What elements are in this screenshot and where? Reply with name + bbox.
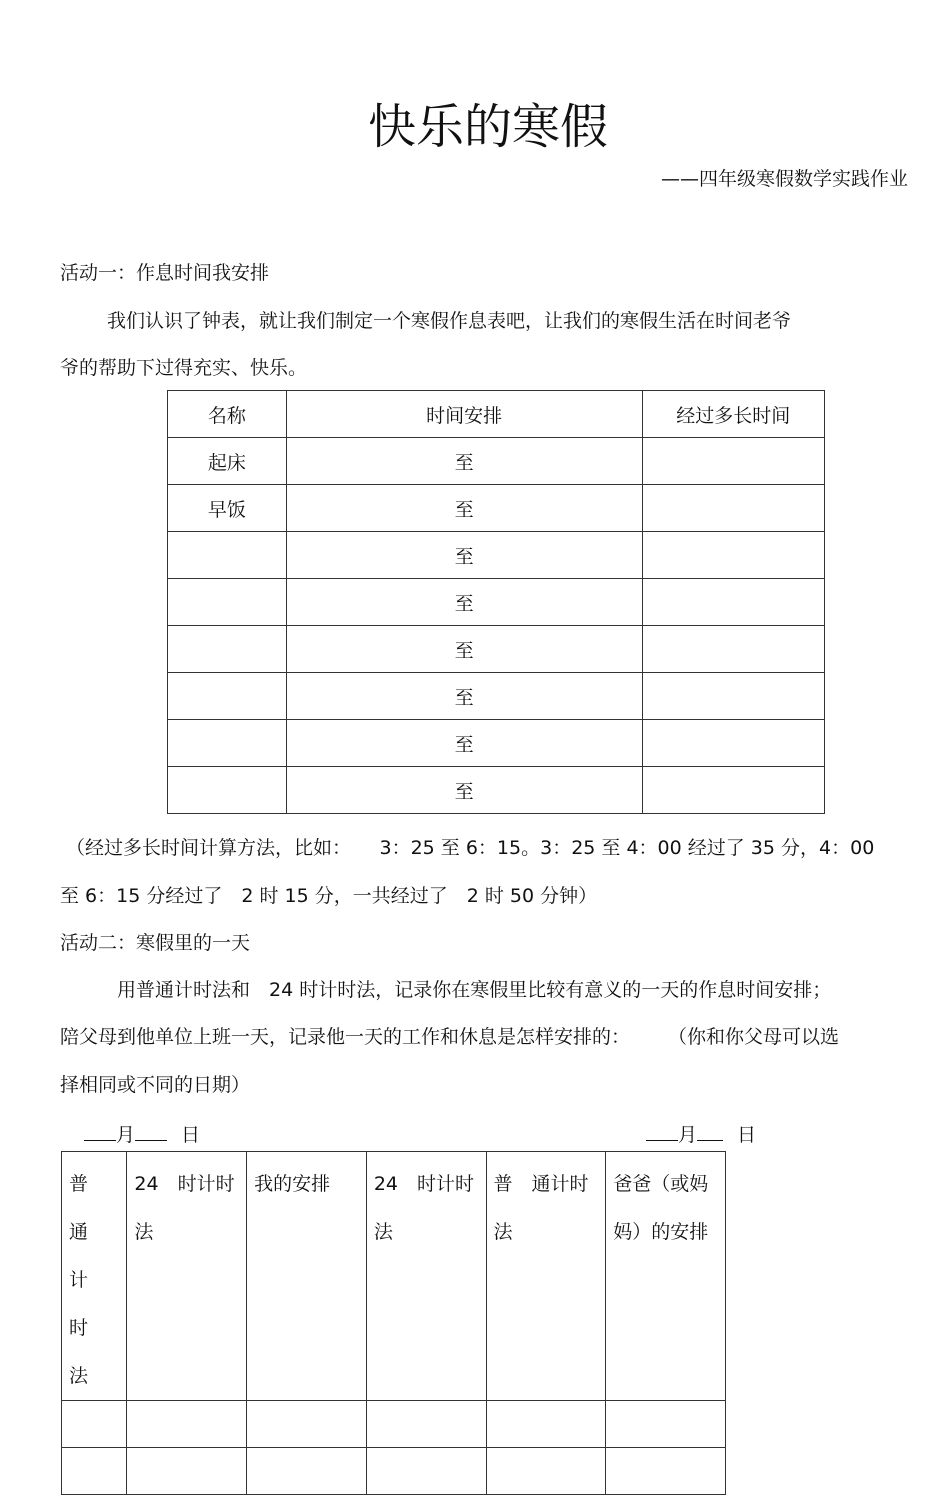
day-blank-left[interactable] [135,1122,167,1141]
header-name: 名称 [168,391,287,438]
row-time-cell: 至 [286,767,642,814]
day-record-table [61,1151,726,1495]
table-cell[interactable] [366,1448,486,1495]
row-time-cell: 至 [286,579,642,626]
day-record-header-row [62,1152,726,1401]
row-duration-cell [642,626,824,673]
row-time-cell: 至 [286,626,642,673]
row-name-cell [168,767,287,814]
activity2-intro-line2: 陪父母到他单位上班一天，记录他一天的工作和休息是怎样安排的： （你和你父母可以选 [60,1026,840,1048]
header-time: 时间安排 [286,391,642,438]
month-blank-left[interactable] [84,1122,116,1141]
table-row [62,1448,726,1495]
schedule-table [167,390,825,814]
header-cell: 爸爸（或妈妈）的安排 [606,1152,726,1401]
row-duration-cell [642,673,824,720]
row-duration-cell [642,767,824,814]
activity1-intro-line1: 我们认识了钟表，就让我们制定一个寒假作息表吧，让我们的寒假生活在时间老爷 [107,310,792,332]
row-name-cell [168,532,287,579]
row-duration-cell [642,532,824,579]
activity2-intro-line1: 用普通计时法和 24 时计时法，记录你在寒假里比较有意义的一天的作息时间安排； [117,979,832,1001]
row-duration-cell [642,720,824,767]
schedule-table-header-row [168,391,825,438]
table-cell[interactable] [486,1448,606,1495]
month-blank-right[interactable] [646,1122,678,1141]
table-row [62,1401,726,1448]
calc-note-line2: 至 6：15 分经过了 2 时 15 分，一共经过了 2 时 50 分钟） [60,885,598,907]
header-duration: 经过多长时间 [642,391,824,438]
table-row [168,767,825,814]
month-label: 月 [116,1124,136,1146]
row-name-cell [168,579,287,626]
row-name-cell [168,720,287,767]
table-row [168,579,825,626]
row-name-cell [168,673,287,720]
activity2-intro-line3: 择相同或不同的日期） [60,1074,251,1096]
row-name-cell: 早饭 [168,485,287,532]
row-time-cell: 至 [286,532,642,579]
table-cell[interactable] [127,1401,247,1448]
month-label: 月 [678,1124,698,1146]
table-cell[interactable] [247,1401,367,1448]
row-duration-cell [642,579,824,626]
row-time-cell: 至 [286,438,642,485]
table-cell[interactable] [366,1401,486,1448]
table-cell[interactable] [606,1401,726,1448]
table-row [168,626,825,673]
table-row [168,485,825,532]
row-duration-cell [642,485,824,532]
table-cell[interactable] [127,1448,247,1495]
table-row [168,532,825,579]
row-duration-cell [642,438,824,485]
table-cell[interactable] [62,1401,127,1448]
row-time-cell: 至 [286,720,642,767]
table-row [168,438,825,485]
row-name-cell [168,626,287,673]
table-row [168,673,825,720]
row-time-cell: 至 [286,673,642,720]
calc-note-line1: （经过多长时间计算方法，比如： 3：25 至 6：15。3：25 至 4：00 经过了 35 分，4：00 [66,837,875,859]
header-cell: 24 时计时法 [127,1152,247,1401]
page-title: 快乐的寒假 [367,99,608,155]
table-cell[interactable] [606,1448,726,1495]
header-cell: 普通计时法 [62,1152,127,1401]
day-blank-right[interactable] [697,1122,723,1141]
header-cell: 我的安排 [247,1152,367,1401]
table-cell[interactable] [247,1448,367,1495]
page-subtitle: ——四年级寒假数学实践作业 [660,168,908,190]
day-label: 日 [737,1124,757,1146]
row-name-cell: 起床 [168,438,287,485]
row-time-cell: 至 [286,485,642,532]
activity2-heading: 活动二：寒假里的一天 [60,932,251,954]
table-cell[interactable] [62,1448,127,1495]
activity1-heading: 活动一：作息时间我安排 [60,262,270,284]
header-cell: 普 通计时法 [486,1152,606,1401]
table-row [168,720,825,767]
date-left [84,1120,200,1147]
day-label: 日 [181,1124,201,1146]
header-cell: 24 时计时法 [366,1152,486,1401]
date-right [646,1120,756,1147]
table-cell[interactable] [486,1401,606,1448]
activity1-intro-line2: 爷的帮助下过得充实、快乐。 [60,357,308,379]
